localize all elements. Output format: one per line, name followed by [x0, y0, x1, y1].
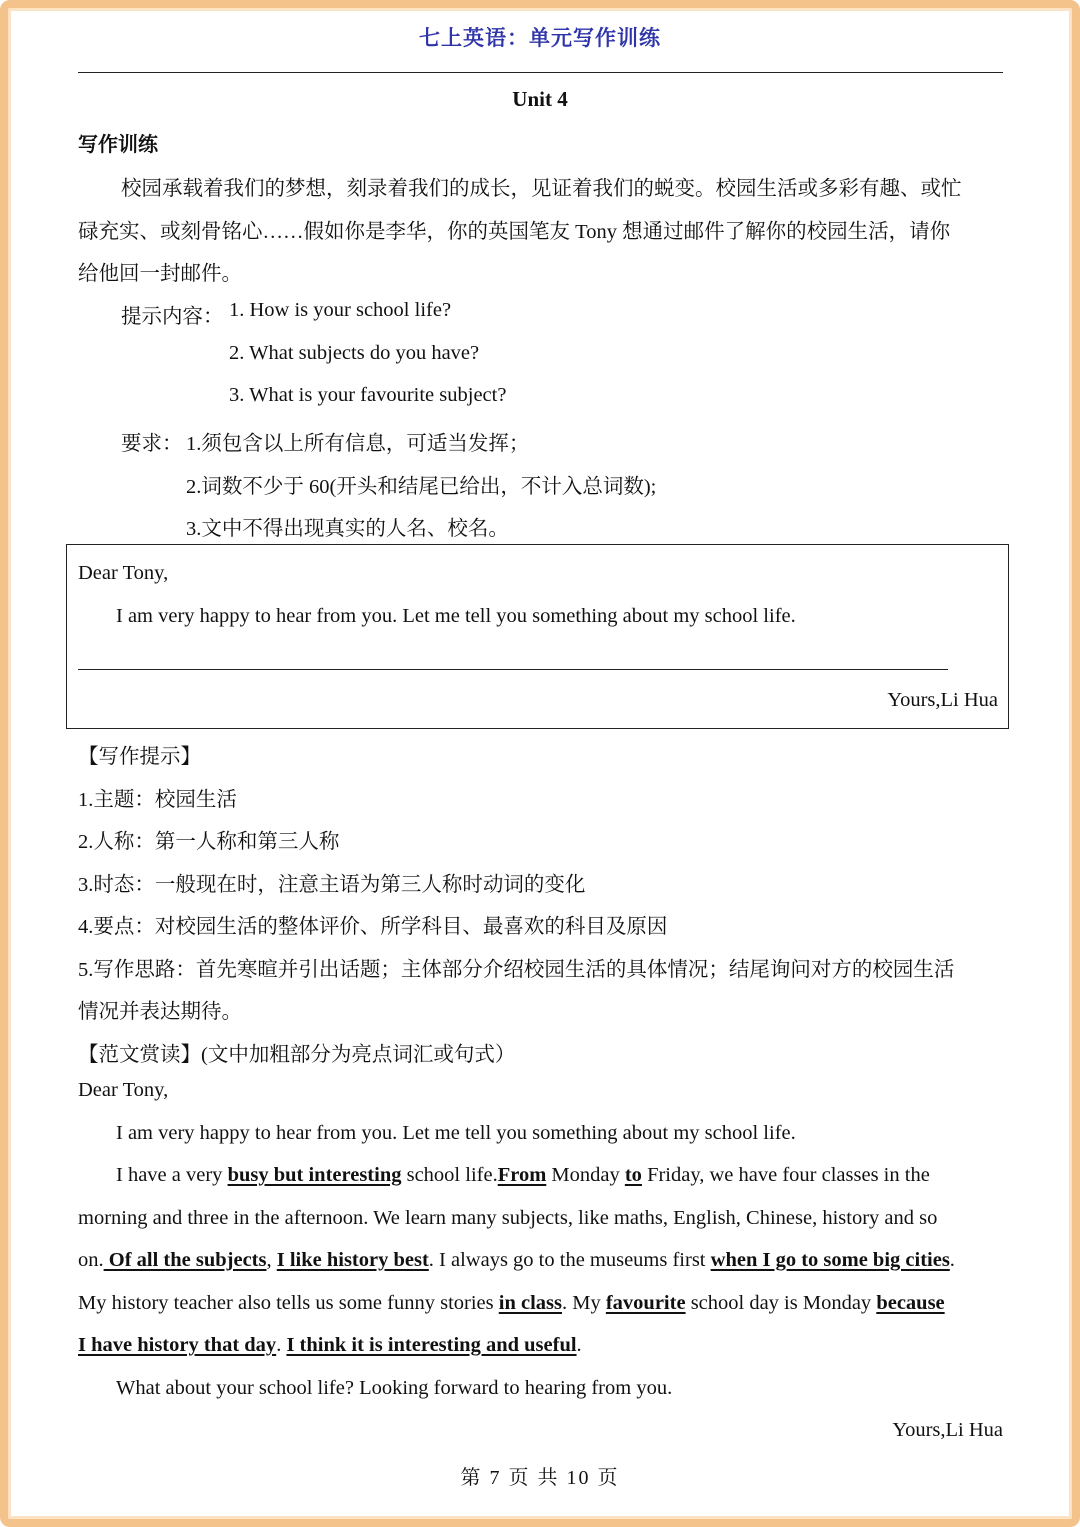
requirement-item: 3.文中不得出现真实的人名、校名。	[186, 518, 509, 540]
sample-text-segment: . I always go to the museums first	[428, 1249, 711, 1271]
sample-body-line	[78, 1207, 937, 1230]
sample-text-segment: morning and three in the afternoon. We learn many subjects, like maths, English, Chinese, history and so	[78, 1207, 938, 1229]
highlight-phrase: I think it is interesting and useful	[286, 1334, 577, 1356]
highlight-phrase: to	[624, 1164, 642, 1186]
header-divider	[78, 72, 1003, 73]
sample-text-segment: .	[276, 1334, 287, 1356]
highlight-phrase: From	[497, 1164, 547, 1186]
sample-text-segment: I have a very	[116, 1164, 228, 1186]
highlight-phrase: busy but interesting	[227, 1164, 402, 1186]
tip-item: 4.要点：对校园生活的整体评价、所学科目、最喜欢的科目及原因	[78, 916, 668, 938]
sample-body-line	[116, 1164, 930, 1187]
sample-text-segment: .	[576, 1334, 582, 1356]
prompts-label: 提示内容：	[121, 306, 224, 328]
task-intro-line: 给他回一封邮件。	[78, 263, 242, 285]
page-number: 第 7 页 共 10 页	[460, 1467, 620, 1489]
sample-heading-note: (文中加粗部分为亮点词汇或句式）	[201, 1044, 516, 1066]
sample-text-segment: school life.	[401, 1164, 498, 1186]
task-heading: 写作训练	[78, 132, 158, 156]
tip-item: 情况并表达期待。	[78, 1001, 242, 1023]
sample-body-line	[78, 1249, 955, 1272]
tip-item: 5.写作思路：首先寒暄并引出话题；主体部分介绍校园生活的具体情况；结尾询问对方的校园生活	[78, 959, 955, 981]
highlight-phrase: I like history best	[276, 1249, 429, 1271]
highlight-phrase: when I go to some big cities	[710, 1249, 950, 1271]
letter-signoff: Yours,Li Hua	[887, 689, 998, 711]
tips-heading: 【写作提示】	[78, 746, 201, 768]
header-title: 七上英语：单元写作训练	[419, 26, 661, 50]
sample-text-segment: school day is Monday	[685, 1292, 877, 1314]
tip-item: 3.时态：一般现在时，注意主语为第三人称时动词的变化	[78, 874, 586, 896]
tip-item: 1.主题：校园生活	[78, 789, 237, 811]
sample-text-segment: Monday	[546, 1164, 625, 1186]
highlight-phrase: favourite	[605, 1292, 686, 1314]
unit-title: Unit 4	[512, 87, 568, 111]
highlight-phrase: in class	[498, 1292, 562, 1314]
sample-greeting: Dear Tony,	[78, 1079, 169, 1101]
prompt-item: 2. What subjects do you have?	[229, 342, 480, 364]
prompt-item: 3. What is your favourite subject?	[229, 384, 507, 406]
letter-greeting: Dear Tony,	[78, 562, 169, 584]
writing-blank-line[interactable]	[78, 669, 948, 670]
sample-heading: 【范文赏读】	[78, 1044, 201, 1066]
sample-text-segment: My history teacher also tells us some funny stories	[78, 1292, 499, 1314]
sample-text-segment: on.	[78, 1249, 104, 1271]
sample-body-line	[78, 1292, 945, 1315]
task-intro-line: 碌充实、或刻骨铭心……假如你是李华，你的英国笔友 Tony 想通过邮件了解你的校园生活，请你	[78, 221, 951, 243]
requirement-item: 2.词数不少于 60(开头和结尾已给出，不计入总词数);	[186, 476, 657, 498]
sample-text-segment: . My	[562, 1292, 606, 1314]
tip-item: 2.人称：第一人称和第三人称	[78, 831, 340, 853]
sample-body-line	[78, 1334, 582, 1357]
requirements-label: 要求：	[121, 433, 183, 455]
sample-opening: I am very happy to hear from you. Let me tell you something about my school life.	[116, 1122, 796, 1144]
sample-text-segment: ,	[266, 1249, 277, 1271]
highlight-phrase: because	[876, 1292, 945, 1314]
prompt-item: 1. How is your school life?	[229, 299, 452, 321]
task-intro-line: 校园承载着我们的梦想，刻录着我们的成长，见证着我们的蜕变。校园生活或多彩有趣、或忙	[121, 178, 962, 200]
highlight-phrase: I have history that day	[78, 1334, 277, 1356]
highlight-phrase: Of all the subjects	[103, 1249, 267, 1271]
requirement-item: 1.须包含以上所有信息，可适当发挥；	[186, 433, 530, 455]
letter-opening: I am very happy to hear from you. Let me tell you something about my school life.	[116, 605, 796, 627]
letter-template-box	[66, 544, 1009, 729]
sample-signoff: Yours,Li Hua	[892, 1419, 1003, 1441]
sample-closing: What about your school life? Looking forward to hearing from you.	[116, 1377, 673, 1399]
sample-heading-row	[78, 1037, 515, 1067]
sample-text-segment: .	[949, 1249, 955, 1271]
sample-text-segment: Friday, we have four classes in the	[641, 1164, 930, 1186]
